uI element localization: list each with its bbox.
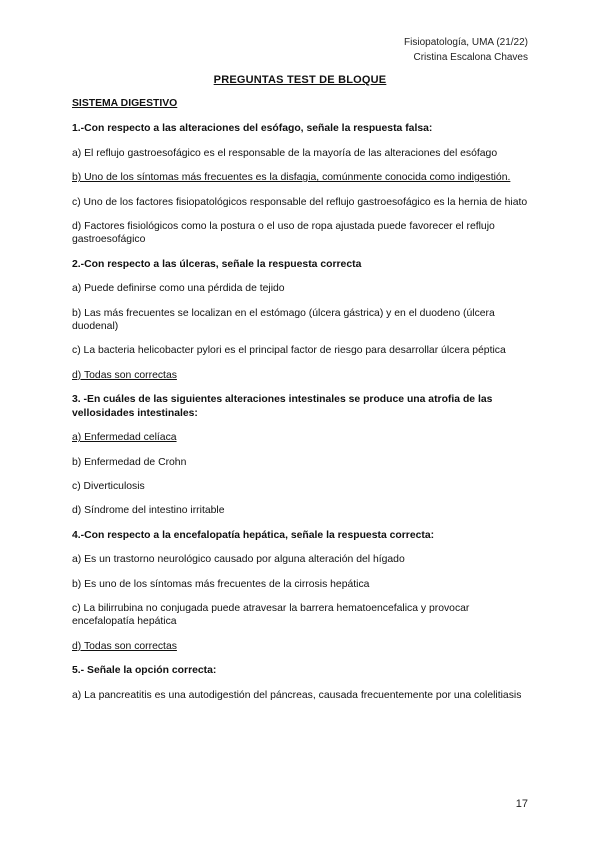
option-3a-correct: a) Enfermedad celíaca bbox=[72, 432, 177, 444]
option-4c: c) La bilirrubina no conjugada puede atravesar la barrera hematoencefalica y provocar encefalopatía hepática bbox=[72, 602, 470, 628]
option-4a: a) Es un trastorno neurológico causado por alguna alteración del hígado bbox=[72, 554, 405, 566]
option-3d: d) Síndrome del intestino irritable bbox=[72, 505, 225, 517]
page-header bbox=[404, 36, 528, 65]
option-1c: c) Uno de los factores fisiopatológicos responsable del reflujo gastroesofágico es la hernia de hiato bbox=[72, 196, 528, 208]
section-heading: SISTEMA DIGESTIVO bbox=[72, 98, 178, 109]
question-5: 5.- Señale la opción correcta: bbox=[72, 665, 217, 677]
option-2d-correct: d) Todas son correctas bbox=[72, 369, 177, 381]
question-1: 1.-Con respecto a las alteraciones del esófago, señale la respuesta falsa: bbox=[72, 123, 433, 135]
option-4b: b) Es uno de los síntomas más frecuentes de la cirrosis hepática bbox=[72, 578, 370, 590]
option-2a: a) Puede definirse como una pérdida de tejido bbox=[72, 283, 285, 295]
page-title: PREGUNTAS TEST DE BLOQUE bbox=[213, 74, 387, 86]
option-1a: a) El reflujo gastroesofágico es el responsable de la mayoría de las alteraciones del esófago bbox=[72, 147, 498, 159]
header-author: Cristina Escalona Chaves bbox=[413, 51, 528, 63]
option-3c: c) Diverticulosis bbox=[72, 480, 145, 492]
option-2c: c) La bacteria helicobacter pylori es el principal factor de riesgo para desarrollar úlcera péptica bbox=[72, 345, 506, 357]
question-4: 4.-Con respecto a la encefalopatía hepática, señale la respuesta correcta: bbox=[72, 529, 435, 541]
option-2b: b) Las más frecuentes se localizan en el estómago (úlcera gástrica) y en el duodeno (úlcera duodenal) bbox=[72, 307, 495, 333]
option-1b-correct: b) Uno de los síntomas más frecuentes es la disfagia, comúnmente conocida como indigestión. bbox=[72, 172, 511, 184]
option-5a: a) La pancreatitis es una autodigestión del páncreas, causada frecuentemente por una colelitiasis bbox=[72, 689, 522, 701]
option-3b: b) Enfermedad de Crohn bbox=[72, 456, 187, 468]
page-number: 17 bbox=[515, 798, 528, 810]
question-3: 3. -En cuáles de las siguientes alteraciones intestinales se produce una atrofia de las vellosidades intestinales: bbox=[72, 394, 493, 419]
option-4d-correct: d) Todas son correctas bbox=[72, 640, 177, 652]
document-body bbox=[72, 97, 530, 713]
option-1d: d) Factores fisiológicos como la postura o el uso de ropa ajustada puede favorecer el reflujo gastroesofágico bbox=[72, 221, 495, 246]
question-2: 2.-Con respecto a las úlceras, señale la respuesta correcta bbox=[72, 258, 362, 270]
header-course: Fisiopatología, UMA (21/22) bbox=[404, 37, 528, 48]
